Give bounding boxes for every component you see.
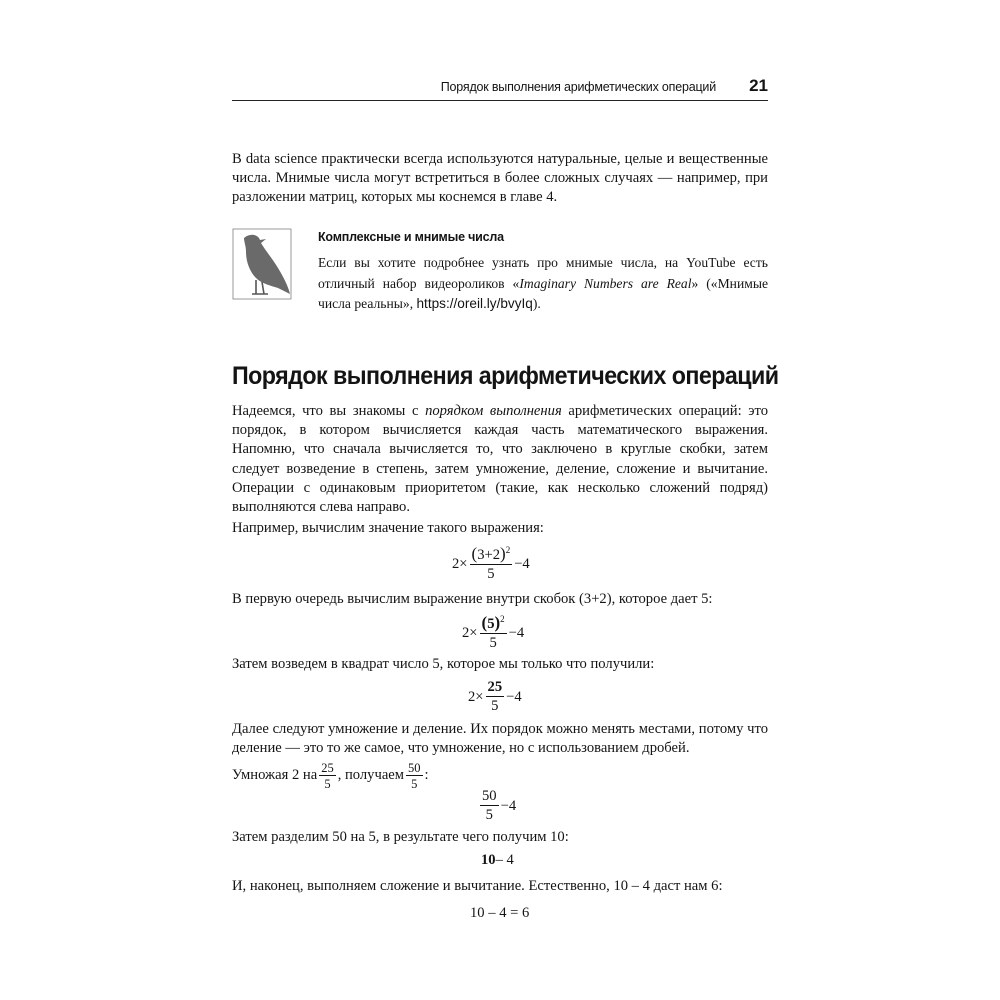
eq4-fraction <box>480 788 499 824</box>
eq1-num: 3+2 <box>477 547 501 563</box>
eq3-numerator: 25 <box>487 679 503 695</box>
equation-2 <box>462 614 524 652</box>
eq5-bold: 10 <box>481 852 496 868</box>
eq1-left: 2× <box>452 555 468 572</box>
paragraph-square: Затем возведем в квадрат число 5, которое мы только что получили: <box>232 656 655 672</box>
page-number: 21 <box>749 76 768 95</box>
paragraph-final: И, наконец, выполняем сложение и вычитание. Естественно, 10 – 4 даст нам 6: <box>232 878 723 894</box>
equation-5 <box>481 852 514 869</box>
p3-before: В первую очередь вычислим выражение внутри скобок <box>232 591 580 607</box>
equation-6: 10 – 4 = 6 <box>470 905 530 921</box>
paragraph-order-of-operations <box>232 402 768 517</box>
eq1-fraction <box>470 545 513 583</box>
eq5-right: – 4 <box>495 852 514 868</box>
eq2-right: −4 <box>508 624 525 641</box>
paragraph-multiply-divide: Далее следуют умножение и деление. Их порядок можно менять местами, потому что деление — это то же самое, что умножение, но с использованием дробей. <box>232 721 768 757</box>
note-text-before: Если вы хотите подробнее узнать про мнимые числа, на YouTube есть отличный набор видеороликов « <box>318 255 768 291</box>
eq3-left: 2× <box>468 688 484 705</box>
eq2-exp: 2 <box>500 614 505 624</box>
note-link[interactable]: https://oreil.ly/bvyIq <box>416 296 533 311</box>
equation-3 <box>468 679 522 715</box>
inline-fraction-2 <box>406 761 423 791</box>
note-emphasis: Imaginary Numbers are Real <box>519 275 692 291</box>
paragraph-example: Например, вычислим значение такого выражения: <box>232 520 544 536</box>
eq4-right: −4 <box>500 797 517 814</box>
eq3-denominator: 5 <box>491 698 499 714</box>
p6-before: Умножая 2 на <box>232 767 318 784</box>
equation-4 <box>478 788 516 824</box>
eq1-exp: 2 <box>505 545 511 555</box>
eq2-num: 5 <box>487 616 495 632</box>
paragraph-parentheses <box>232 590 768 609</box>
paragraph-divide: Затем разделим 50 на 5, в результате чего получим 10: <box>232 829 569 845</box>
note-body <box>318 253 768 315</box>
inline1-denominator: 5 <box>324 777 331 791</box>
eq1-numerator: $(3+2)^2$ <box>471 544 511 563</box>
p3-after: , которое дает 5: <box>611 591 713 607</box>
eq2-denominator: 5 <box>489 635 497 651</box>
inline1-numerator: 25 <box>321 761 334 775</box>
inline2-numerator: 50 <box>408 761 421 775</box>
eq2-left: 2× <box>462 624 478 641</box>
p1-before: Надеемся, что вы знакомы с <box>232 403 426 419</box>
p3-expr: (3+2) <box>579 591 612 607</box>
inline2-denominator: 5 <box>411 777 418 791</box>
eq1-right: −4 <box>514 555 530 572</box>
p6-middle: , получаем <box>337 767 405 784</box>
running-header-title: Порядок выполнения арифметических операций <box>440 80 716 94</box>
note-title: Комплексные и мнимые числа <box>318 230 504 244</box>
p6-after: : <box>424 767 429 784</box>
eq1-denominator: 5 <box>487 566 495 582</box>
intro-paragraph: В data science практически всегда используются натуральные, целые и вещественные числа. Мнимые числа могут встретиться в более сложных случаях — например, при разложении матриц, которых мы коснемся в главе 4. <box>232 151 768 206</box>
eq4-denominator: 5 <box>485 807 493 823</box>
section-title: Порядок выполнения арифметических операций <box>232 362 779 390</box>
eq2-numerator: $(5)^2$ <box>481 613 505 632</box>
p1-emphasis: порядком выполнения <box>425 403 562 419</box>
equation-1 <box>452 545 530 583</box>
note-text-middle: » («Мнимые числа реальны», <box>318 275 768 311</box>
eq3-fraction <box>486 679 505 715</box>
eq3-right: −4 <box>506 688 522 705</box>
eq4-numerator: 50 <box>482 788 497 804</box>
header-rule <box>232 100 768 101</box>
paragraph-multiply <box>232 761 768 791</box>
eq2-fraction <box>480 614 507 652</box>
raven-icon <box>232 228 292 300</box>
running-header <box>232 76 768 100</box>
note-text-after: ). <box>532 296 541 311</box>
inline-fraction-1 <box>319 761 336 791</box>
p1-after: арифметических операций: это порядок, в котором вычисляется каждая часть математического выражения. Напомню, что сначала вычисляется то, что заключено в круглые скобки, затем следует возведение в степень, затем умножение, деление, сложение и вычитание. Операции с одинаковым приоритетом (такие, как несколько сложений подряд) выполняются слева направо. <box>232 403 768 516</box>
